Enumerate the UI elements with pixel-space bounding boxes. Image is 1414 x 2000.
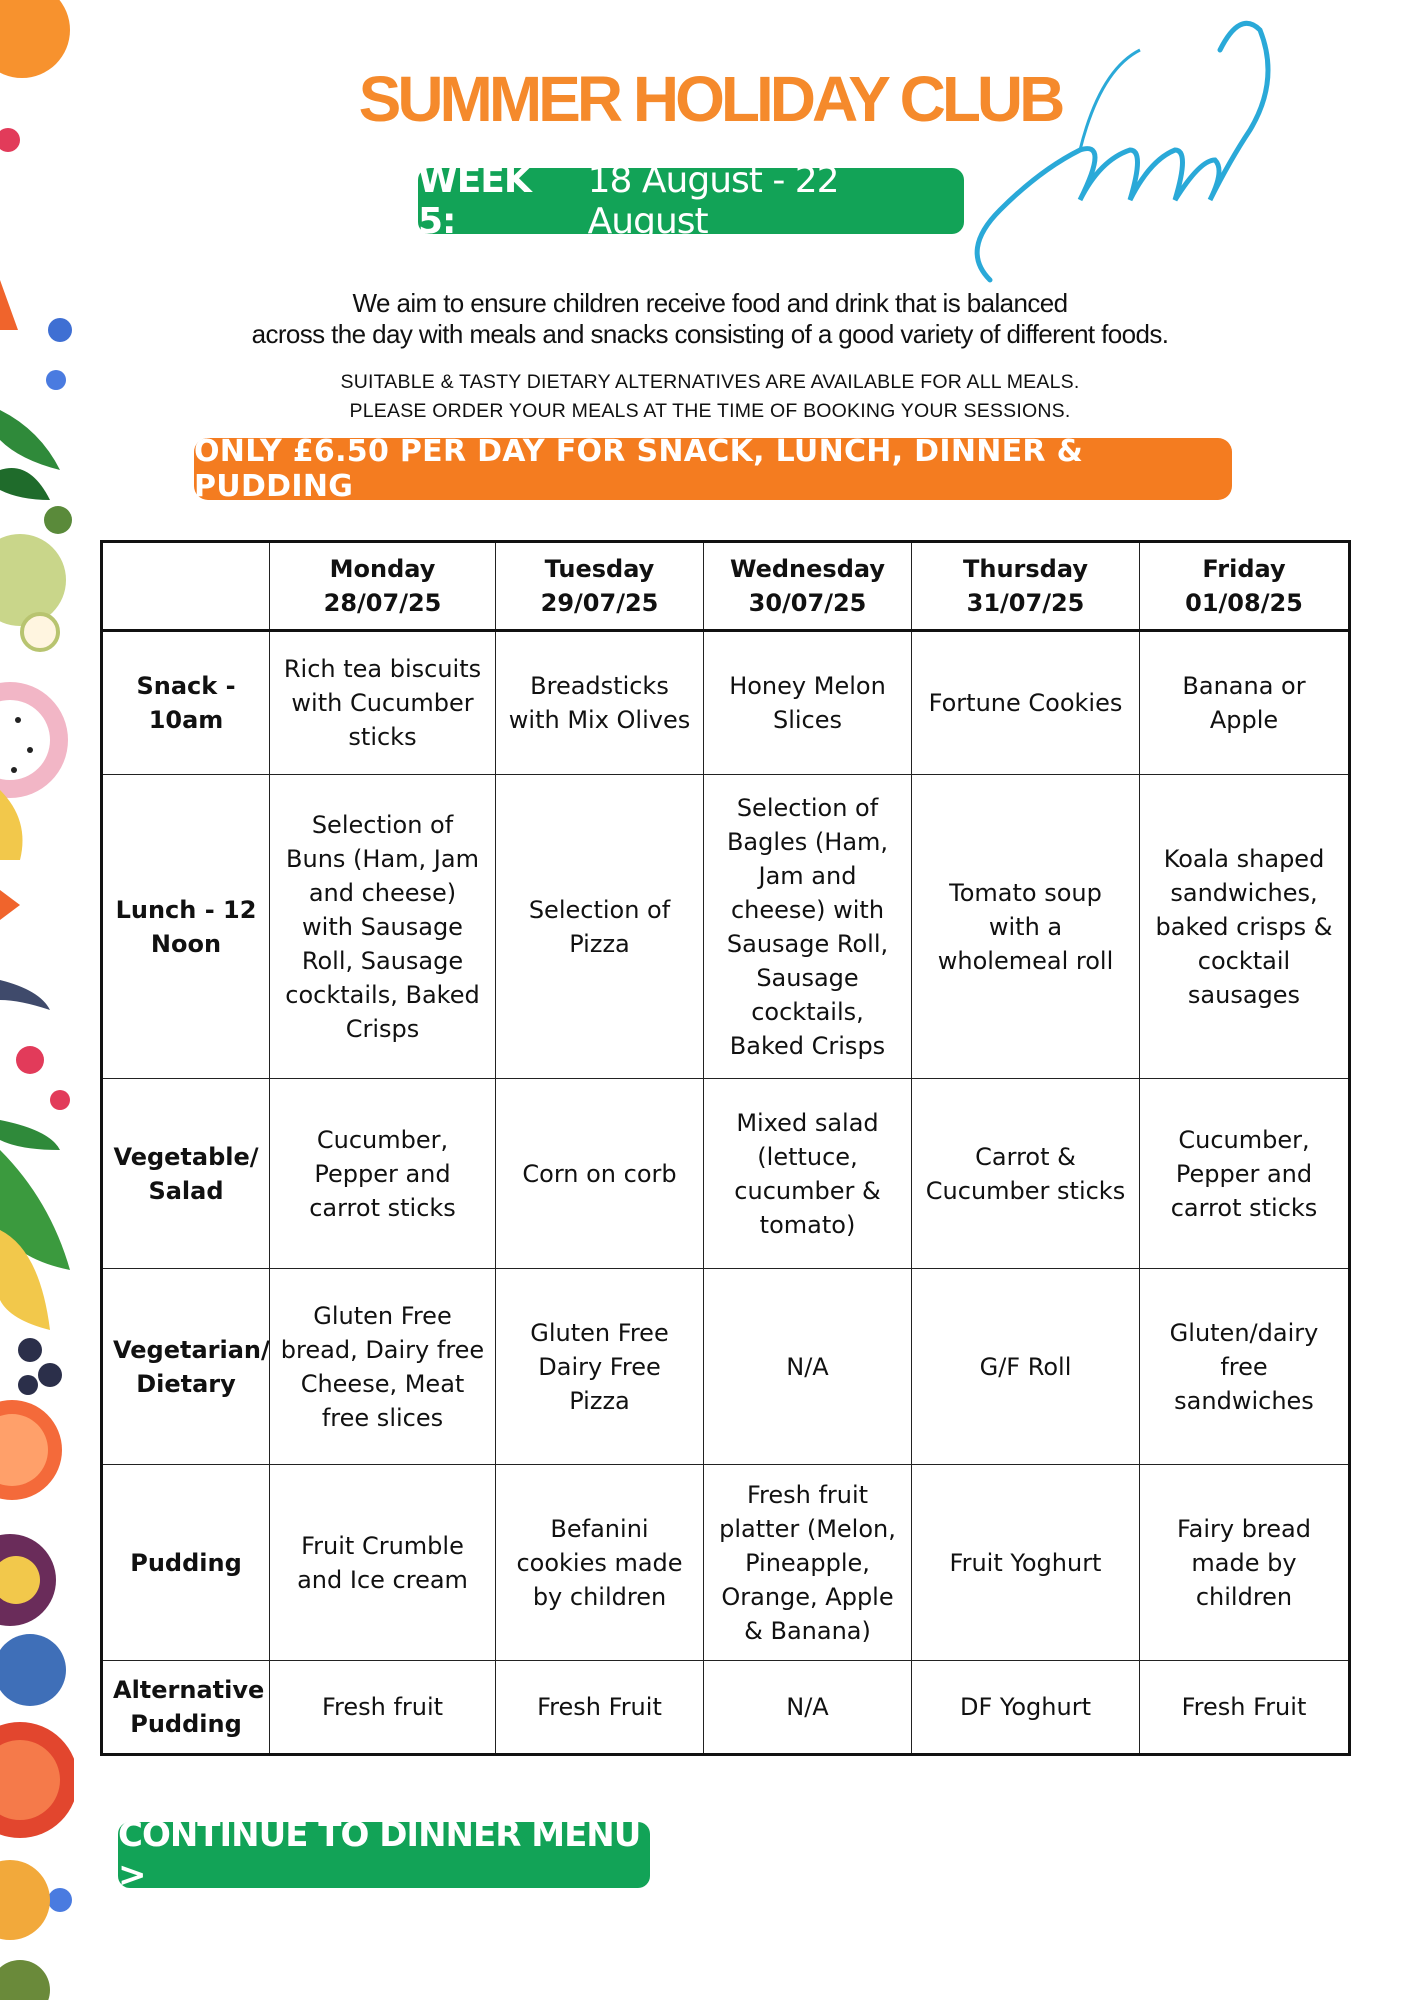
day-date: 01/08/25: [1185, 589, 1303, 617]
day-name: Friday: [1202, 555, 1286, 583]
fruit-decoration-strip: [0, 0, 74, 2000]
day-date: 28/07/25: [323, 589, 442, 617]
day-header: [1140, 542, 1350, 631]
menu-cell: Gluten Free bread, Dairy free Cheese, Meat free slices: [270, 1269, 496, 1465]
day-date: 31/07/25: [966, 589, 1085, 617]
menu-cell: Fresh fruit platter (Melon, Pineapple, Orange, Apple & Banana): [704, 1465, 912, 1661]
day-date: 29/07/25: [540, 589, 659, 617]
menu-cell: Fresh Fruit: [1140, 1661, 1350, 1755]
menu-table: [100, 540, 1351, 1756]
menu-cell: Gluten Free Dairy Free Pizza: [496, 1269, 704, 1465]
table-row: [102, 1661, 1350, 1755]
table-row: [102, 1465, 1350, 1661]
menu-cell: Fresh Fruit: [496, 1661, 704, 1755]
intro-text: [160, 288, 1260, 350]
menu-cell: DF Yoghurt: [912, 1661, 1140, 1755]
day-header: [270, 542, 496, 631]
fruit-illustrations: [0, 0, 74, 2000]
menu-cell: Selection of Buns (Ham, Jam and cheese) with Sausage Roll, Sausage cocktails, Baked Crisps: [270, 775, 496, 1079]
row-label: Lunch - 12 Noon: [102, 775, 270, 1079]
day-name: Wednesday: [729, 555, 885, 583]
day-name: Monday: [329, 555, 436, 583]
menu-cell: Fortune Cookies: [912, 631, 1140, 775]
page-title: SUMMER HOLIDAY CLUB: [358, 63, 1062, 135]
row-label: Alternative Pudding: [102, 1661, 270, 1755]
menu-cell: Rich tea biscuits with Cucumber sticks: [270, 631, 496, 775]
table-header-row: [102, 542, 1350, 631]
day-date: 30/07/25: [748, 589, 867, 617]
menu-cell: Breadsticks with Mix Olives: [496, 631, 704, 775]
row-label: Vegetable/ Salad: [102, 1079, 270, 1269]
table-row: [102, 1079, 1350, 1269]
day-header: [704, 542, 912, 631]
menu-cell: Mixed salad (lettuce, cucumber & tomato): [704, 1079, 912, 1269]
script-menu-graphic: [960, 10, 1300, 290]
day-header: [496, 542, 704, 631]
notice-line-2: PLEASE ORDER YOUR MEALS AT THE TIME OF BOOKING YOUR SESSIONS.: [349, 400, 1071, 422]
menu-cell: Banana or Apple: [1140, 631, 1350, 775]
menu-cell: Befanini cookies made by children: [496, 1465, 704, 1661]
week-banner: [418, 160, 964, 242]
row-label: Snack - 10am: [102, 631, 270, 775]
notice-line-1: SUITABLE & TASTY DIETARY ALTERNATIVES ARE AVAILABLE FOR ALL MEALS.: [340, 371, 1080, 393]
menu-cell: Fairy bread made by children: [1140, 1465, 1350, 1661]
menu-cell: Carrot & Cucumber sticks: [912, 1079, 1140, 1269]
menu-cell: Fruit Yoghurt: [912, 1465, 1140, 1661]
dietary-notice: [160, 368, 1260, 426]
menu-cell: Honey Melon Slices: [704, 631, 912, 775]
menu-cell: G/F Roll: [912, 1269, 1140, 1465]
menu-cell: Selection of Pizza: [496, 775, 704, 1079]
menu-cell: Selection of Bagles (Ham, Jam and cheese) with Sausage Roll, Sausage cocktails, Baked Crisps: [704, 775, 912, 1079]
menu-cell: Tomato soup with a wholemeal roll: [912, 775, 1140, 1079]
menu-script-decoration: [960, 10, 1300, 290]
menu-cell: Koala shaped sandwiches, baked crisps & cocktail sausages: [1140, 775, 1350, 1079]
day-header: [912, 542, 1140, 631]
continue-to-dinner-menu-button[interactable]: CONTINUE TO DINNER MENU >: [118, 1822, 650, 1888]
row-label: Vegetarian/ Dietary: [102, 1269, 270, 1465]
week-dates: 18 August - 22 August: [587, 160, 839, 242]
day-name: Tuesday: [544, 555, 655, 583]
menu-cell: N/A: [704, 1661, 912, 1755]
week-number: WEEK 5:: [418, 160, 531, 242]
menu-cell: Fruit Crumble and Ice cream: [270, 1465, 496, 1661]
table-row: [102, 1269, 1350, 1465]
menu-cell: Corn on corb: [496, 1079, 704, 1269]
menu-cell: Cucumber, Pepper and carrot sticks: [270, 1079, 496, 1269]
table-row: [102, 631, 1350, 775]
day-name: Thursday: [963, 555, 1088, 583]
table-row: [102, 775, 1350, 1079]
row-label: Pudding: [102, 1465, 270, 1661]
menu-cell: N/A: [704, 1269, 912, 1465]
menu-cell: Cucumber, Pepper and carrot sticks: [1140, 1079, 1350, 1269]
price-banner: ONLY £6.50 PER DAY FOR SNACK, LUNCH, DINNER & PUDDING: [194, 438, 1232, 500]
corner-cell: [102, 542, 270, 631]
menu-cell: Gluten/dairy free sandwiches: [1140, 1269, 1350, 1465]
menu-cell: Fresh fruit: [270, 1661, 496, 1755]
intro-line-2: across the day with meals and snacks consisting of a good variety of different foods.: [251, 319, 1169, 349]
intro-line-1: We aim to ensure children receive food and drink that is balanced: [352, 288, 1068, 318]
